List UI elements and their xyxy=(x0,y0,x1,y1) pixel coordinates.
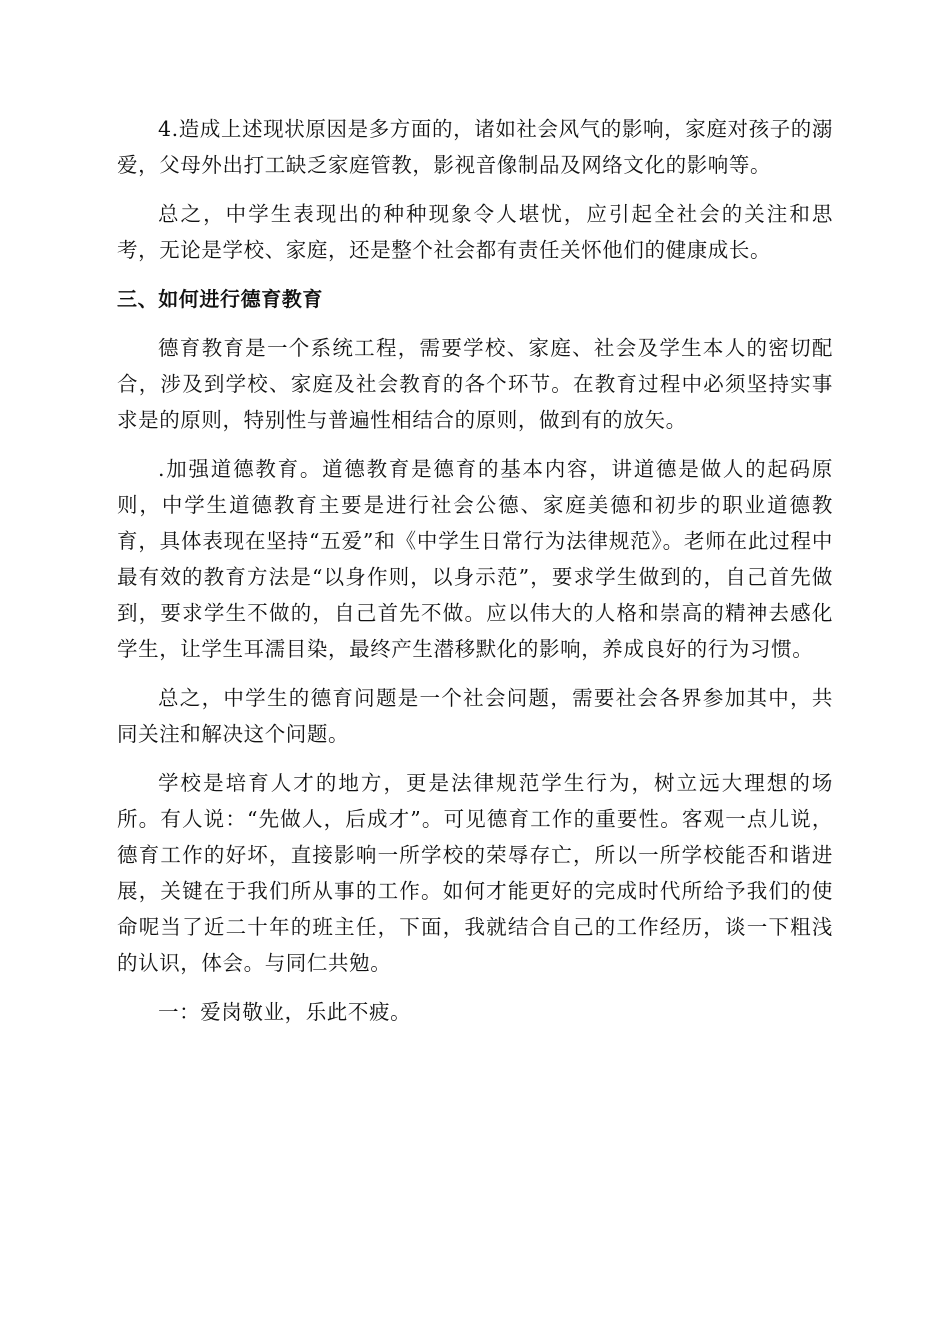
paragraph-school-role: 学校是培育人才的地方，更是法律规范学生行为，树立远大理想的场所。有人说：“先做人，后成才”。可见德育工作的重要性。客观一点儿说，德育工作的好坏，直接影响一所学校的荣辱存亡，所以一所学校能否和谐进展，关键在于我们所从事的工作。如何才能更好的完成时代所给予我们的使命呢当了近二十年的班主任，下面，我就结合自己的工作经历，谈一下粗浅的认识，体会。与同仁共勉。 xyxy=(117,771,833,975)
section-heading-moral-education: 三、如何进行德育教育 xyxy=(117,287,323,311)
paragraph-system-engineering: 德育教育是一个系统工程，需要学校、家庭、社会及学生本人的密切配合，涉及到学校、家庭及社会教育的各个环节。在教育过程中必须坚持实事求是的原则，特别性与普遍性相结合的原则，做到有的放矢。 xyxy=(117,336,833,432)
paragraph-causes: 4.造成上述现状原因是多方面的，诸如社会风气的影响，家庭对孩子的溺爱，父母外出打工缺乏家庭管教，影视音像制品及网络文化的影响等。 xyxy=(117,117,833,177)
paragraph-strengthen-morality: .加强道德教育。道德教育是德育的基本内容，讲道德是做人的起码原则，中学生道德教育主要是进行社会公德、家庭美德和初步的职业道德教育，具体表现在坚持“五爱”和《中学生日常行为法律规范》。老师在此过程中最有效的教育方法是“以身作则，以身示范”，要求学生做到的，自己首先做到，要求学生不做的，自己首先不做。应以伟大的人格和崇高的精神去感化学生，让学生耳濡目染，最终产生潜移默化的影响，养成良好的行为习惯。 xyxy=(117,457,833,661)
paragraph-social-problem: 总之，中学生的德育问题是一个社会问题，需要社会各界参加其中，共同关注和解决这个问题。 xyxy=(117,686,833,746)
document-body xyxy=(117,111,833,1030)
paragraph-summary-concern: 总之，中学生表现出的种种现象令人堪忧，应引起全社会的关注和思考，无论是学校、家庭，还是整个社会都有责任关怀他们的健康成长。 xyxy=(117,202,833,262)
paragraph-point-one: 一：爱岗敬业，乐此不疲。 xyxy=(158,1000,412,1024)
